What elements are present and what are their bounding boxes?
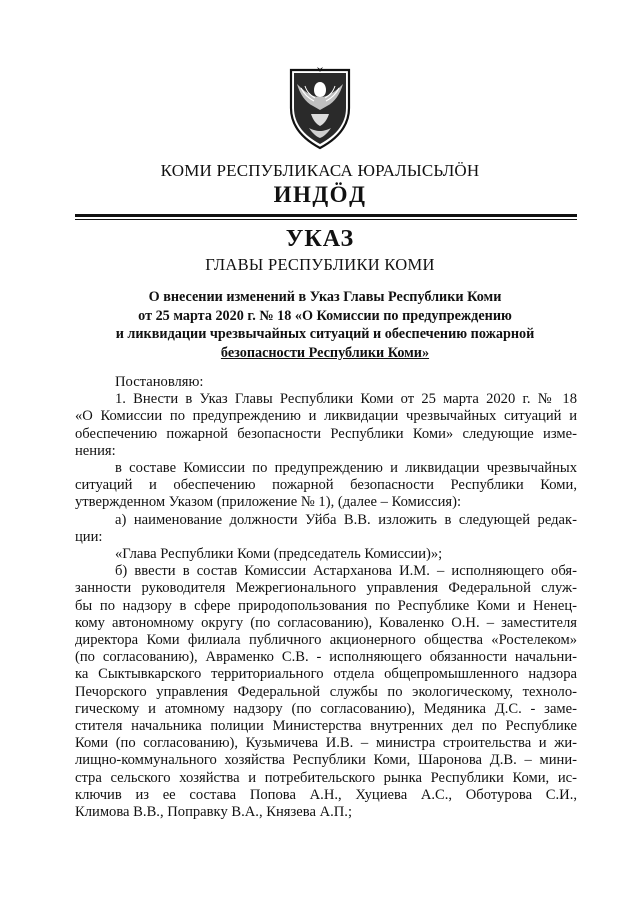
body-line: утвержденном Указом (приложение № 1), (далее – Комиссия): — [75, 494, 462, 511]
body-line: стра сельского хозяйства и потребительского рынка Республики Коми, ис- — [75, 769, 577, 786]
body-line: ситуаций и обеспечению пожарной безопасности Республики Коми, — [75, 477, 577, 494]
body-line: Климова В.В., Поправку В.А., Князева А.П.; — [75, 804, 353, 821]
republic-heading: КОМИ РЕСПУБЛИКАСА ЮРАЛЫСЬЛӦН — [160, 161, 480, 180]
body-line: бы по надзору в сфере природопользования по Республике Коми и Ненец- — [75, 597, 577, 614]
body-line: а) наименование должности Уйба В.В. изложить в следующей редак- — [115, 511, 577, 528]
body-line: обеспечению пожарной безопасности Республики Коми» следующие изме- — [75, 425, 577, 442]
body-line: в составе Комиссии по предупреждению и ликвидации чрезвычайных — [115, 460, 577, 477]
body-line: Коми (по согласованию), Кузьмичева И.В. – министра строительства и жи- — [75, 735, 577, 752]
body-line: занности руководителя Межрегионального управления Федеральной служ- — [75, 580, 577, 597]
decree-title — [90, 288, 560, 362]
decree-title-line: от 25 марта 2020 г. № 18 «О Комиссии по предупреждению — [138, 307, 512, 324]
body-line: директора Коми филиала публичного акционерного общества «Ростелеком» — [75, 632, 577, 649]
body-line: «О Комиссии по предупреждению и ликвидации чрезвычайных ситуаций и — [75, 408, 577, 425]
body-line: нения: — [75, 442, 116, 459]
body-line: (по согласованию), Авраменко С.В. - исполняющего обязанности начальни- — [75, 649, 577, 666]
body-line: «Глава Республики Коми (председатель Комиссии)»; — [115, 546, 443, 563]
decree-body — [75, 374, 577, 821]
body-line: ции: — [75, 528, 103, 545]
header-divider-thin — [75, 219, 577, 220]
body-line: кому автономному округу (по согласованию), Коваленко О.Н. – заместителя — [75, 614, 577, 631]
body-line: лищно-коммунального хозяйства Республики Коми, Шаронова Д.В. – мини- — [75, 752, 577, 769]
indod-heading: ИНДӦД — [273, 182, 367, 207]
header-divider-thick — [75, 214, 577, 217]
body-line: ключив из ее состава Попова А.Н., Хуциева А.С., Оботурова С.И., — [75, 786, 577, 803]
body-line: ка Сыктывкарского территориального отдела общепромышленного надзора — [75, 666, 577, 683]
body-line: гическому и атомному надзору (по согласованию), Медяника Д.С. - заме- — [75, 700, 577, 717]
body-line: 1. Внести в Указ Главы Республики Коми от 25 марта 2020 г. № 18 — [115, 391, 577, 408]
body-line: Печорского управления Федеральной службы по экологическому, техноло- — [75, 683, 577, 700]
decree-title-line: и ликвидации чрезвычайных ситуаций и обеспечению пожарной — [115, 326, 535, 342]
ukaz-heading: УКАЗ — [285, 226, 355, 252]
coat-of-arms-emblem-icon — [283, 64, 357, 150]
decree-title-line: О внесении изменений в Указ Главы Республики Коми — [148, 289, 502, 305]
body-line: стителя начальника полиции Министерства внутренних дел по Республике — [75, 718, 577, 735]
body-line: б) ввести в состав Комиссии Астарханова И.М. – исполняющего обя- — [115, 563, 577, 580]
body-line: Постановляю: — [115, 374, 204, 390]
glava-heading: ГЛАВЫ РЕСПУБЛИКИ КОМИ — [205, 255, 435, 274]
decree-title-line: безопасности Республики Коми» — [220, 344, 430, 361]
